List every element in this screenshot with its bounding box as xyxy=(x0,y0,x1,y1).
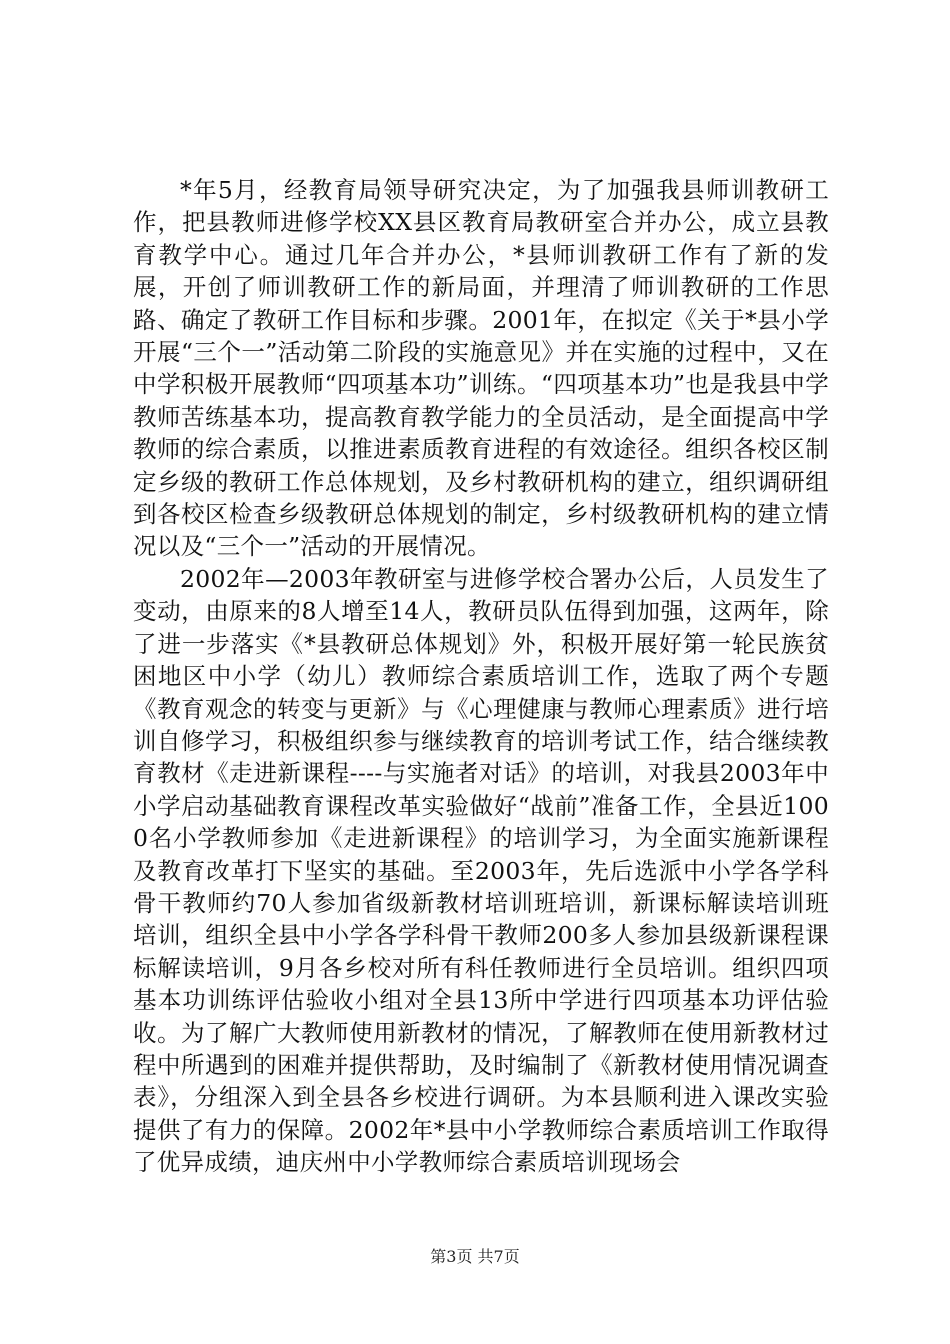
paragraph-1: *年5月，经教育局领导研究决定，为了加强我县师训教研工作，把县教师进修学校XX县区教育局教研室合并办公，成立县教育教学中心。通过几年合并办公，*县师训教研工作有了新的发展，开创了师训教研工作的新局面，并理清了师训教研的工作思路、确定了教研工作目标和步骤。2001年，在拟定《关于*县小学开展“三个一”活动第二阶段的实施意见》并在实施的过程中，又在中学积极开展教师“四项基本功”训练。“四项基本功”也是我县中学教师苦练基本功，提高教育教学能力的全员活动，是全面提高中学教师的综合素质，以推进素质教育进程的有效途径。组织各校区制定乡级的教研工作总体规划，及乡村教研机构的建立，组织调研组到各校区检查乡级教研总体规划的制定，乡村级教研机构的建立情况以及“三个一”活动的开展情况。 xyxy=(133,176,829,561)
paragraph-2: 2002年—2003年教研室与进修学校合署办公后，人员发生了变动，由原来的8人增至14人，教研员队伍得到加强，这两年，除了进一步落实《*县教研总体规划》外，积极开展好第一轮民族贫困地区中小学（幼儿）教师综合素质培训工作，选取了两个专题《教育观念的转变与更新》与《心理健康与教师心理素质》进行培训自修学习，积极组织参与继续教育的培训考试工作，结合继续教育教材《走进新课程----与实施者对话》的培训，对我县2003年中小学启动基础教育课程改革实验做好“战前”准备工作，全县近1000名小学教师参加《走进新课程》的培训学习，为全面实施新课程及教育改革打下坚实的基础。至2003年，先后选派中小学各学科骨干教师约70人参加省级新教材培训班培训，新课标解读培训班培训，组织全县中小学各学科骨干教师200多人参加县级新课程课标解读培训，9月各乡校对所有科任教师进行全员培训。组织四项基本功训练评估验收小组对全县13所中学进行四项基本功评估验收。为了解广大教师使用新教材的情况，了解教师在使用新教材过程中所遇到的困难并提供帮助，及时编制了《新教材使用情况调查表》，分组深入到全县各乡校进行调研。为本县顺利进入课改实验提供了有力的保障。2002年*县中小学教师综合素质培训工作取得了优异成绩，迪庆州中小学教师综合素质培训现场会 xyxy=(133,564,829,1177)
page-number-footer: 第3页 共7页 xyxy=(430,1247,520,1266)
document-body xyxy=(133,174,829,1179)
